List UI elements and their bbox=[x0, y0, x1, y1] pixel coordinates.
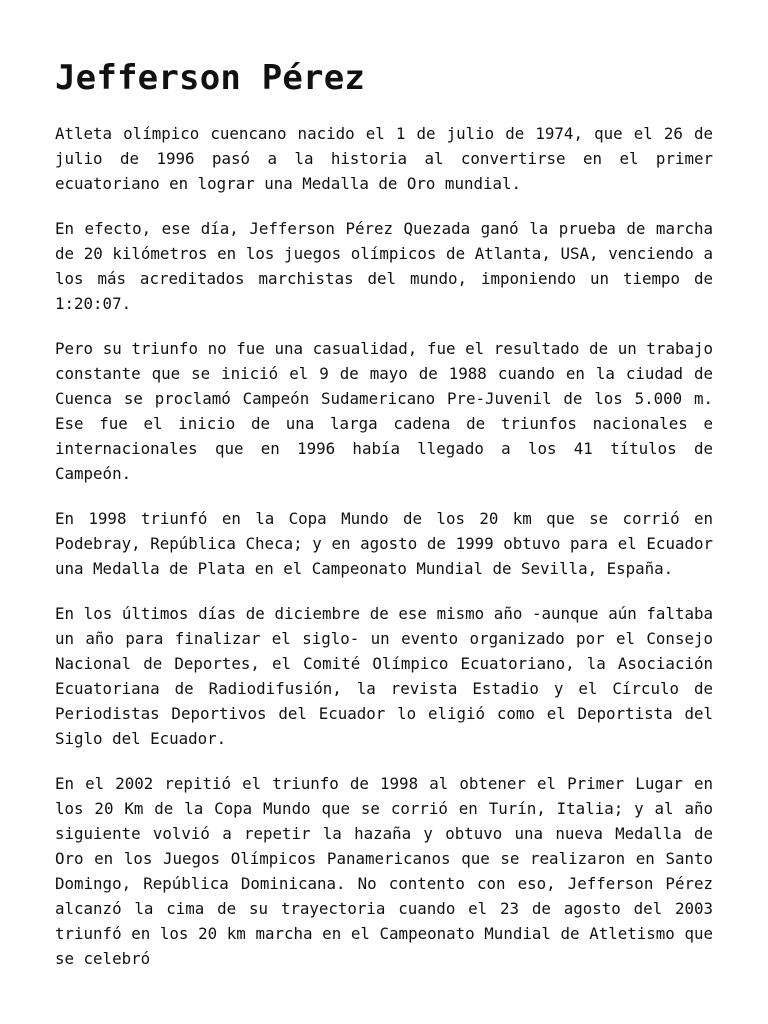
paragraph-2002-2003: En el 2002 repitió el triunfo de 1998 al obtener el Primer Lugar en los 20 Km de la Copa Mundo que se corrió en Turín, Italia; y al año siguiente volvió a repetir la hazaña y obtuvo una nueva Medalla de Oro en los Juegos Olímpicos Panamericanos que se realizaron en Santo Domingo, República Dominicana. No contento con eso, Jefferson Pérez alcanzó la cima de su trayectoria cuando el 23 de agosto del 2003 triunfó en los 20 km marcha en el Campeonato Mundial de Atletismo que se celebró bbox=[55, 774, 713, 968]
paragraph-world-cup-1998: En 1998 triunfó en la Copa Mundo de los 20 km que se corrió en Podebray, República Checa; y en agosto de 1999 obtuvo para el Ecuador una Medalla de Plata en el Campeonato Mundial de Sevilla, España. bbox=[55, 509, 713, 578]
paragraph-career-start: Pero su triunfo no fue una casualidad, fue el resultado de un trabajo constante que se inició el 9 de mayo de 1988 cuando en la ciudad de Cuenca se proclamó Campeón Sudamericano Pre-Juvenil de los 5.000 m. Ese fue el inicio de una larga cadena de triunfos nacionales e internacionales que en 1996 había llegado a los 41 títulos de Campeón. bbox=[55, 339, 713, 483]
paragraph-atlanta: En efecto, ese día, Jefferson Pérez Quezada ganó la prueba de marcha de 20 kilómetros en los juegos olímpicos de Atlanta, USA, venciendo a los más acreditados marchistas del mundo, imponiendo un tiempo de 1:20:07. bbox=[55, 219, 713, 313]
article-title: Jefferson Pérez bbox=[55, 58, 366, 98]
paragraph-athlete-of-century: En los últimos días de diciembre de ese mismo año -aunque aún faltaba un año para finalizar el siglo- un evento organizado por el Consejo Nacional de Deportes, el Comité Olímpico Ecuatoriano, la Asociación Ecuatoriana de Radiodifusión, la revista Estadio y el Círculo de Periodistas Deportivos del Ecuador lo eligió como el Deportista del Siglo del Ecuador. bbox=[55, 604, 713, 748]
paragraph-birth: Atleta olímpico cuencano nacido el 1 de julio de 1974, que el 26 de julio de 1996 pasó a la historia al convertirse en el primer ecuatoriano en lograr una Medalla de Oro mundial. bbox=[55, 124, 713, 193]
document-page bbox=[55, 56, 713, 1024]
